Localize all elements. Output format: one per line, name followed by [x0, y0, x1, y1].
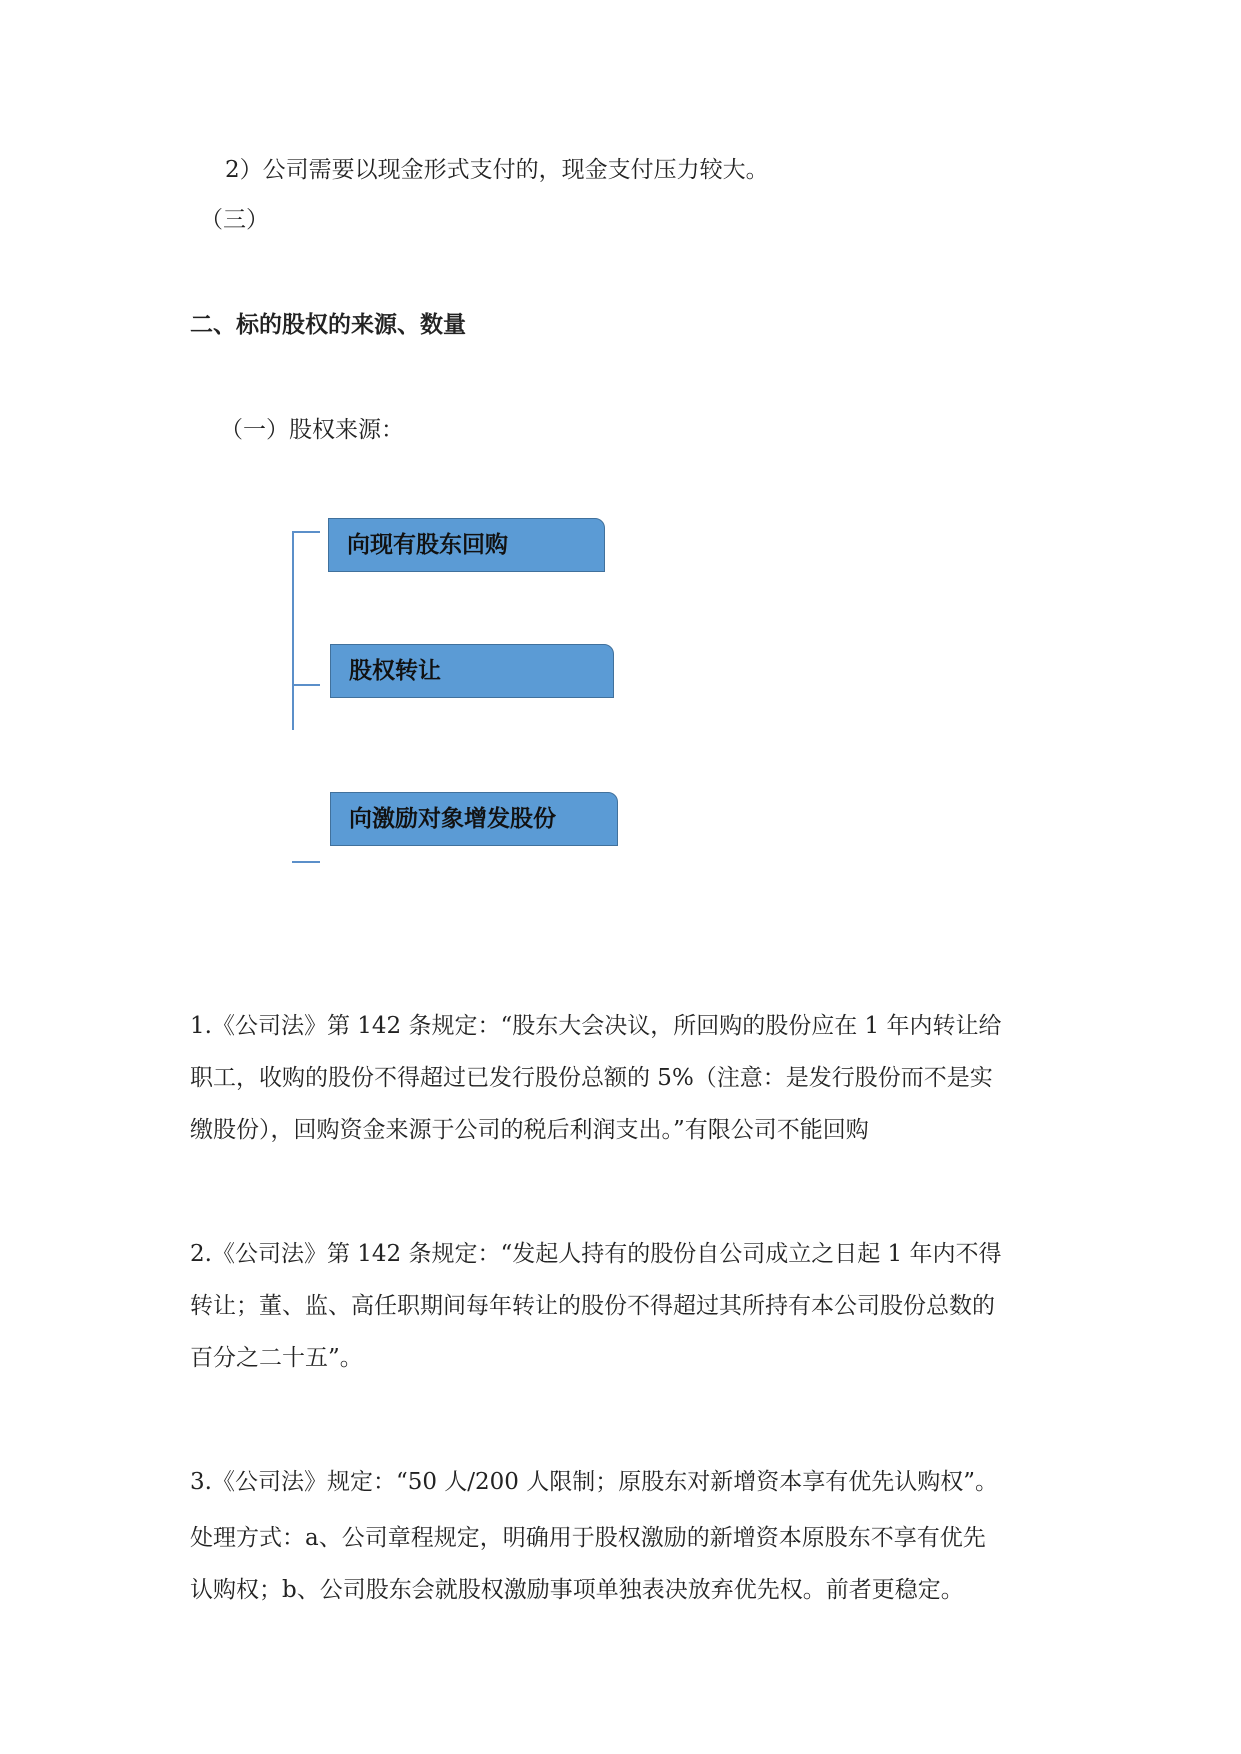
- paragraph-line: 职工，收购的股份不得超过已发行股份总额的 5%（注意：是发行股份而不是实: [190, 1065, 993, 1091]
- paragraph-line: 3.《公司法》规定：“50 人/200 人限制；原股东对新增资本享有优先认购权”。: [190, 1469, 998, 1495]
- section-heading: 二、标的股权的来源、数量: [190, 312, 466, 338]
- list-item-3: （三）: [200, 207, 269, 233]
- source-box-transfer: 股权转让: [330, 644, 614, 698]
- paragraph-1: [190, 1000, 1070, 1156]
- list-item-2: 2）公司需要以现金形式支付的，现金支付压力较大。: [225, 157, 769, 183]
- source-box-buyback: 向现有股东回购: [328, 518, 605, 572]
- bracket-line: [292, 532, 294, 730]
- paragraph-line: 认购权；b、公司股东会就股权激励事项单独表决放弃优先权。前者更稳定。: [190, 1577, 964, 1603]
- paragraph-line: 转让；董、监、高任职期间每年转让的股份不得超过其所持有本公司股份总数的: [190, 1293, 995, 1319]
- paragraph-line: 1.《公司法》第 142 条规定：“股东大会决议，所回购的股份应在 1 年内转让给: [190, 1013, 1002, 1039]
- subsection-heading: （一）股权来源：: [220, 417, 404, 443]
- bracket-tick: [292, 531, 320, 533]
- paragraph-2: [190, 1228, 1070, 1384]
- bracket-tick: [292, 684, 320, 686]
- paragraph-line: 2.《公司法》第 142 条规定：“发起人持有的股份自公司成立之日起 1 年内不得: [190, 1241, 1002, 1267]
- paragraph-line: 处理方式：a、公司章程规定，明确用于股权激励的新增资本原股东不享有优先: [190, 1525, 986, 1551]
- paragraph-line: 缴股份），回购资金来源于公司的税后利润支出。”有限公司不能回购: [190, 1117, 869, 1143]
- source-box-new-issue: 向激励对象增发股份: [330, 792, 618, 846]
- paragraph-line: 百分之二十五”。: [190, 1345, 363, 1371]
- bracket-tick: [292, 861, 320, 863]
- paragraph-3: [190, 1456, 1070, 1616]
